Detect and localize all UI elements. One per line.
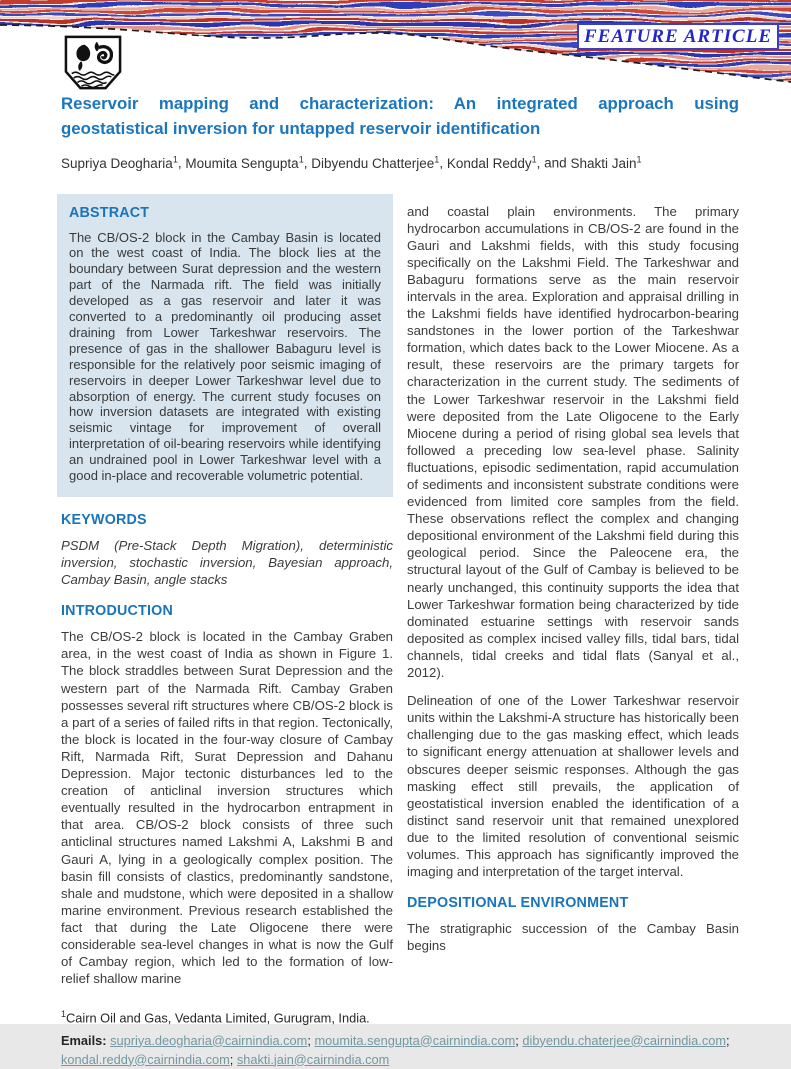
introduction-text-col2: and coastal plain environments. The primary hydrocarbon accumulations in CB/OS-2 are found in the Gauri and Lakshmi fields, with this study focusing specifically on the Lakshmi Field. The Tarkeshwar and Babaguru formations serve as the main reservoir intervals in the area. Exploration and appraisal drilling in the Lakshmi fields have identified hydrocarbon-bearing sandstones in the lower portion of the Tarkeshwar formation, which dates back to the Lower Miocene. As a result, these reservoirs are the primary targets for characterization in the current study. The sediments of the Lower Tarkeshwar reservoir in the Lakshmi field were deposited from the Late Oligocene to the Early Miocene during a period of rising global sea levels that followed a preceding low sea-level phase. Salinity fluctuations, episodic sedimentation, rapid accumulation of sediments and inconsistent substrate conditions were evidenced from limited core samples from the field. These observations reflect the complex and changing depositional environment of the Lakshmi field during this geological period. Since the Paleocene era, the structural layout of the Gulf of Cambay is believed to be nearly unchanged, this continuity supports the idea that Lower Tarkeshwar formation being characterized by tide dominated estuarine settings with reservoir sands deposited as complex incised valley fills, tidal bars, tidal channels, tidal creeks and tidal flats (Sanyal et al., 2012). (407, 203, 739, 681)
introduction-heading: INTRODUCTION (61, 603, 174, 620)
header-banner (0, 0, 791, 104)
footer (61, 1009, 739, 1068)
author-name: Dibyendu Chatterjee$^1$ (311, 154, 440, 171)
affiliation-text: Cairn Oil and Gas, Vedanta Limited, Gurugram, India. (66, 1010, 370, 1026)
email-line (61, 1031, 733, 1069)
email-link[interactable]: shakti.jain@cairnindia.com (236, 1051, 390, 1067)
introduction-text-col1: The CB/OS-2 block is located in the Cambay Graben area, in the west coast of India as shown in Figure 1. The block straddles between Surat Depression and the western part of the Narmada Rift. Cambay Graben possesses several rift structures where CB/OS-2 block is a part of a series of failed rifts in that region. Tectonically, the block is located in the four-way closure of Cambay Rift, Narmada Rift, Surat Depression and Dahanu Depression. Major tectonic disturbances led to the creation of anticlinal inversion structures which eventually resulted in the hydrocarbon entrapment in that area. CB/OS-2 block consists of three such anticlinal structures named Lakshmi A, Lakshmi B and Gauri A, lying in a geologically complex position. The basin fill consists of clastics, predominantly sandstone, shale and mudstone, which were deposited in a shallow marine environment. Previous research established the fact that during the Late Oligocene there were considerable sea-level changes in what is now the Gulf of Cambay region, which led to the formation of low-relief shallow marine (61, 629, 393, 987)
left-column (57, 194, 393, 999)
abstract-text: The CB/OS-2 block in the Cambay Basin is located on the west coast of India. The block lies at the boundary between Surat depression and the western part of the Narmada rift. The field was initially developed as a gas reservoir and later it was converted to a predominantly oil producing asset draining from Lower Tarkeshwar reservoirs. The presence of gas in the shallower Babaguru level is responsible for the relatively poor seismic imaging of reservoirs in deeper Lower Tarkeshwar level due to absorption of energy. The current study focuses on how inversion datasets are integrated with existing seismic vintage for improvement of overall interpretation of oil-bearing reservoirs while identifying an undrained pool in Lower Tarkeshwar level with a good in-place and recoverable volumetric potential. (69, 229, 381, 484)
affiliation-sup: 1 (61, 1009, 67, 1020)
author-name: Supriya Deogharia$^1$ (61, 154, 178, 171)
email-list: supriya.deogharia@cairnindia.com; moumita.sengupta@cairnindia.com; dibyendu.chaterjee@cairnindia.com; kondal.reddy@cairnindia.com; shakti.jain@cairnindia.com (61, 1032, 730, 1067)
article-title: Reservoir mapping and characterization: An integrated approach using geostatistical inversion for untapped reservoir identification (61, 94, 739, 138)
depositional-environment-heading: DEPOSITIONAL ENVIRONMENT (407, 895, 629, 912)
author-line: Supriya Deogharia$^1$, Moumita Sengupta$^1$, Dibyendu Chatterjee$^1$, Kondal Reddy$^1$, and Shakti Jain$^1$ (61, 154, 642, 171)
feature-article-badge (577, 23, 779, 50)
feature-article-label: FEATURE ARTICLE (584, 25, 772, 47)
abstract-section (57, 194, 393, 498)
author-name: Shakti Jain$^1$ (570, 154, 642, 171)
introduction-text-col2-p2: Delineation of one of the Lower Tarkeshwar reservoir units within the Lakshmi-A structure has historically been challenging due to the gas masking effect, which leads to significant energy attenuation at shallower levels and obscures deeper seismic responses. Although the gas masking effect still prevails, the application of geostatistical inversion enabled the identification of a distinct sand reservoir unit that remained unexplored due to the limited resolution of conventional seismic volumes. This approach has significantly improved the imaging and interpretation of the target interval. (407, 693, 739, 880)
abstract-heading: ABSTRACT (69, 204, 150, 221)
article-body (57, 90, 739, 1069)
author-name: Moumita Sengupta$^1$ (185, 154, 304, 171)
depositional-environment-text: The stratigraphic succession of the Cambay Basin begins (407, 921, 739, 954)
email-link[interactable]: kondal.reddy@cairnindia.com (61, 1051, 230, 1067)
right-column (403, 194, 739, 999)
author-name: Kondal Reddy$^1$ (446, 154, 537, 171)
email-link[interactable]: dibyendu.chaterjee@cairnindia.com (522, 1032, 726, 1048)
keywords-heading: KEYWORDS (61, 512, 147, 528)
keywords-text: PSDM (Pre-Stack Depth Migration), deterministic inversion, stochastic inversion, Bayesian approach, Cambay Basin, angle stacks (61, 538, 393, 588)
email-link[interactable]: supriya.deogharia@cairnindia.com (110, 1032, 308, 1048)
affiliation-footnote (61, 1009, 739, 1025)
two-column-layout (57, 194, 739, 999)
emails-label: Emails: (61, 1032, 107, 1048)
society-shield-logo-icon (62, 34, 124, 92)
email-link[interactable]: moumita.sengupta@cairnindia.com (314, 1032, 516, 1048)
